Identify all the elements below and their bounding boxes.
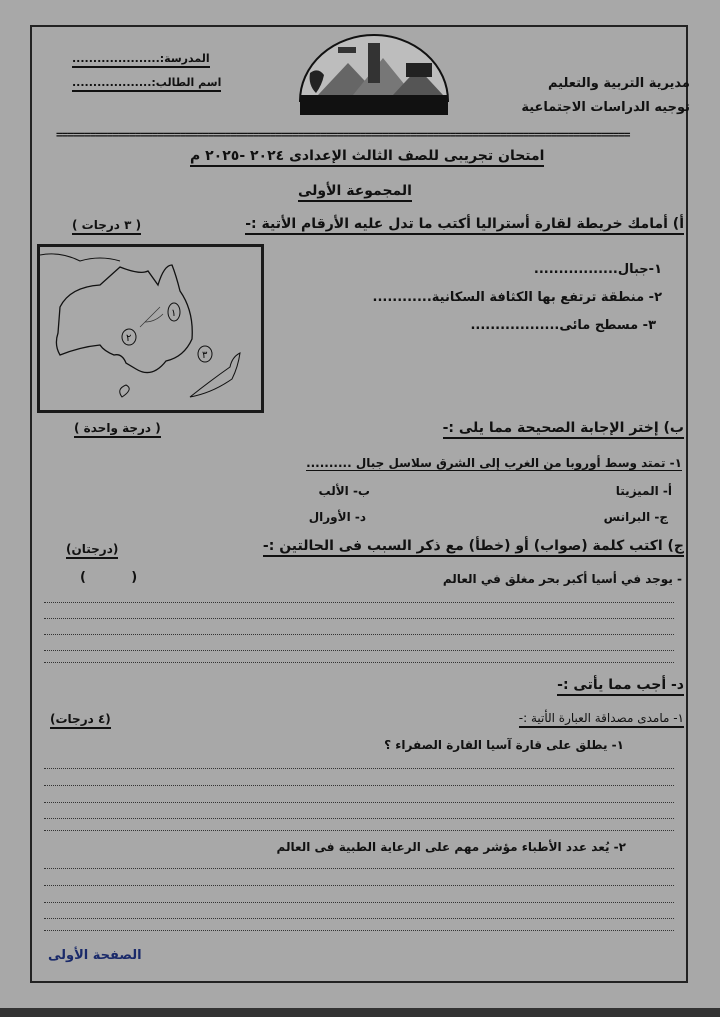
school-field[interactable]: المدرسة:.....................	[72, 52, 210, 68]
answer-line[interactable]	[44, 802, 674, 803]
answer-line[interactable]	[44, 785, 674, 786]
answer-line[interactable]	[44, 818, 674, 819]
section-c-marks: (درجتان)	[66, 542, 118, 559]
group-title: المجموعة الأولى	[298, 183, 412, 202]
section-b-heading: ب) إختر الإجابة الصحيحة مما يلى :-	[443, 420, 684, 439]
section-b-marks: ( درجة واحدة )	[74, 421, 161, 438]
map-label-3: ٣	[202, 350, 208, 361]
answer-line[interactable]	[44, 662, 674, 663]
section-c-statement: - يوجد في أسيا أكبر بحر مغلق في العالم	[442, 572, 682, 586]
answer-line[interactable]	[44, 930, 674, 931]
page-footer-label: الصفحة الأولى	[48, 948, 142, 963]
bottom-band	[0, 1008, 720, 1017]
section-a-item-1: ١-جبال.................	[533, 262, 662, 277]
section-a-marks: ( ٣ درجات )	[72, 218, 141, 235]
section-d-subheading: ١- مامدى مصداقة العبارة الأتية :-	[519, 711, 684, 728]
answer-line[interactable]	[44, 650, 674, 651]
directorate: مديرية التربية والتعليم	[547, 76, 690, 91]
answer-line[interactable]	[44, 830, 674, 831]
section-d-heading: د- أجب مما يأتى :-	[557, 677, 684, 696]
answer-line[interactable]	[44, 634, 674, 635]
section-d-marks: (٤ درجات)	[50, 712, 111, 729]
answer-line[interactable]	[44, 768, 674, 769]
map-label-1: ١	[171, 308, 177, 319]
answer-line[interactable]	[44, 602, 674, 603]
answer-line[interactable]	[44, 918, 674, 919]
exam-title: امتحان تجريبى للصف الثالث الإعدادى ٢٠٢٤ -٢٠٢٥ م	[190, 148, 544, 167]
map-label-2: ٢	[126, 333, 132, 344]
section-d-question-1: ١- يطلق على قارة آسيا القارة الصفراء ؟	[384, 738, 624, 752]
section-c-heading: ج) اكتب كلمة (صواب) أو (خطأ) مع ذكر السبب فى الحالتين :-	[263, 538, 684, 557]
answer-line[interactable]	[44, 885, 674, 886]
department: توجيه الدراسات الاجتماعية	[521, 100, 690, 115]
section-b-question: ١- تمتد وسط أوروبا من الغرب إلى الشرق سلاسل جبال ..........	[306, 456, 682, 470]
option-a[interactable]: أ- الميزيتا	[615, 484, 672, 498]
answer-line[interactable]	[44, 618, 674, 619]
option-d[interactable]: د- الأورال	[308, 510, 366, 524]
section-a-heading: أ) أمامك خريطة لقارة أستراليا أكتب ما تدل عليه الأرقام الأتية :-	[245, 216, 684, 235]
section-a-item-3: ٣- مسطح مائى..................	[470, 318, 656, 333]
section-d-question-2: ٢- يُعد عدد الأطباء مؤشر مهم على الرعاية الطبية فى العالم	[276, 840, 626, 854]
answer-line[interactable]	[44, 868, 674, 869]
option-c[interactable]: ج- البرانس	[603, 510, 668, 524]
separator-line: ======================================================================================================	[56, 128, 630, 141]
student-name-field[interactable]: اسم الطالب:...................	[72, 76, 221, 92]
answer-line[interactable]	[44, 902, 674, 903]
section-a-item-2: ٢- منطقة ترتفع بها الكثافة السكانية............	[372, 290, 662, 305]
answer-brackets[interactable]: ( )	[80, 570, 138, 585]
australia-map	[37, 244, 264, 413]
egypt-logo	[298, 33, 450, 115]
option-b[interactable]: ب- الألب	[318, 484, 370, 498]
